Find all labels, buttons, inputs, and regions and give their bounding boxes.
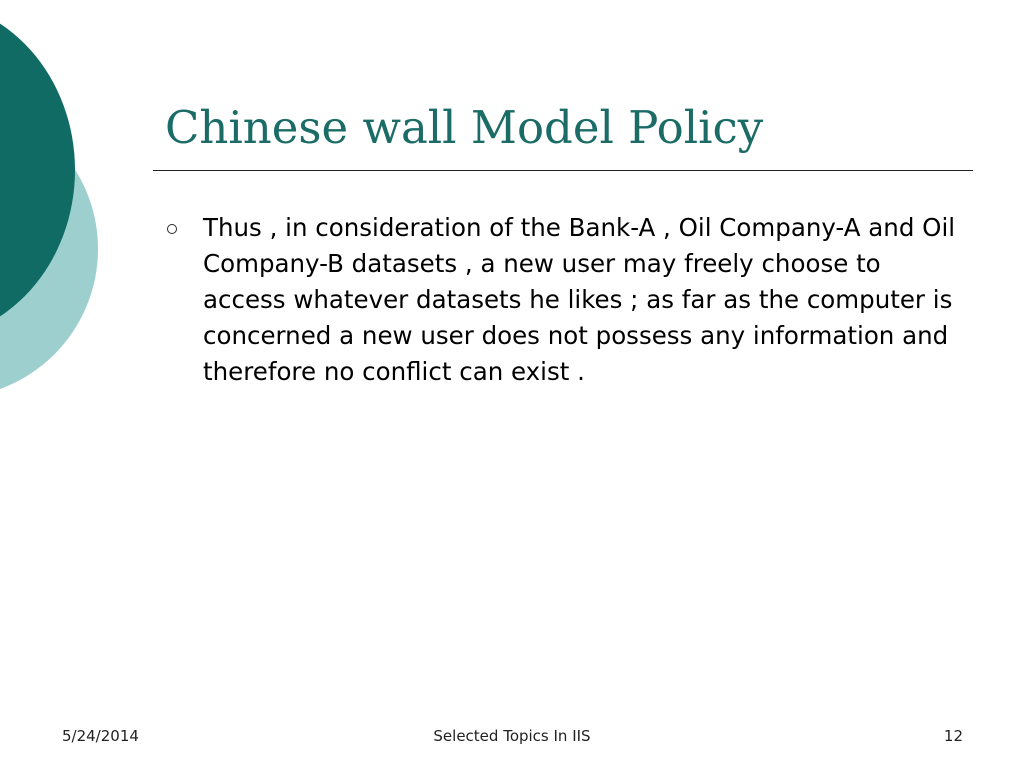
title-divider: [153, 170, 973, 171]
bullet-list: [163, 210, 963, 390]
page-number: 12: [943, 727, 963, 745]
footer-date: 5/24/2014: [62, 727, 139, 745]
footer-title: Selected Topics In IIS: [433, 727, 591, 745]
bullet-text: Thus , in consideration of the Bank-A , Oil Company-A and Oil Company-B datasets , a new user may freely choose to access whatever datasets he likes ; as far as the computer is concerned a new user does not possess any information and therefore no conflict can exist .: [203, 213, 956, 386]
bullet-item: [163, 210, 963, 390]
slide-title: Chinese wall Model Policy: [165, 101, 764, 154]
hollow-circle-bullet-icon: [167, 224, 177, 234]
